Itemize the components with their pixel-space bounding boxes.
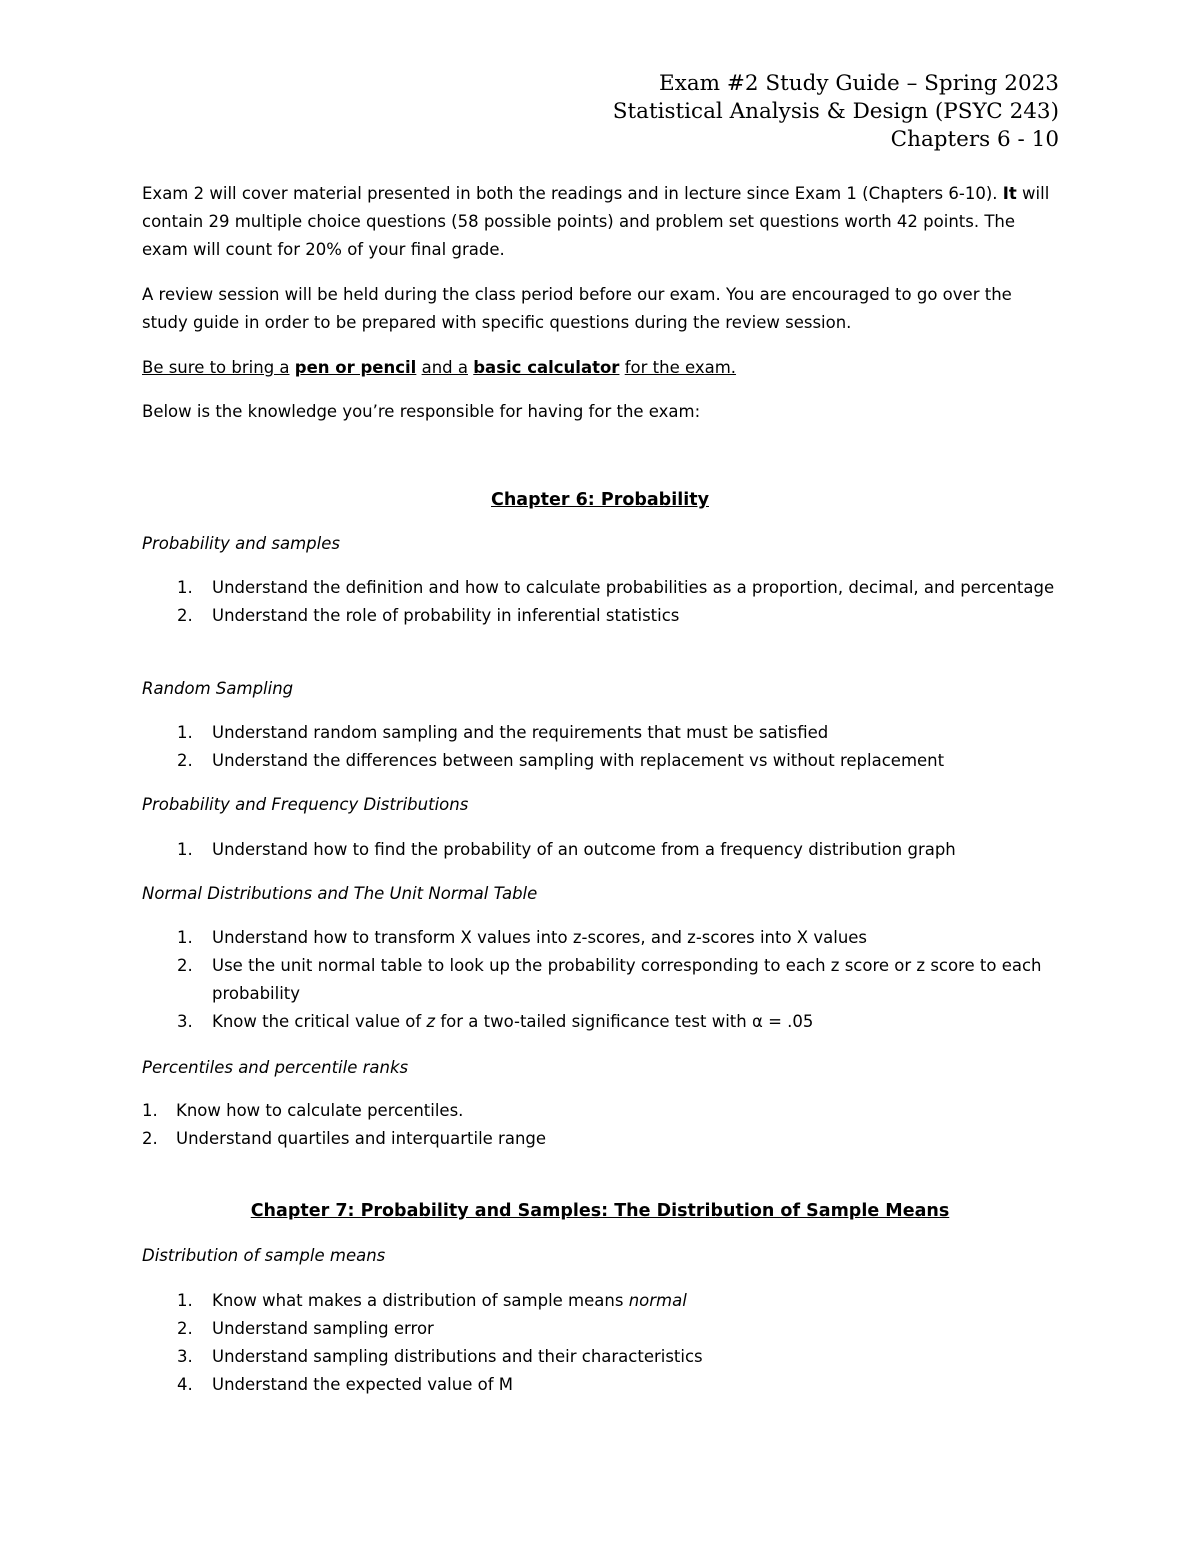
intro-paragraph-3 xyxy=(142,354,1062,382)
list-item-text: Understand the expected value of M xyxy=(212,1375,513,1394)
intro-paragraph-4: Below is the knowledge you’re responsible for having for the exam: xyxy=(142,402,701,421)
list-item xyxy=(142,836,1062,864)
intro-p1-text-b: It xyxy=(1002,184,1017,203)
list-item xyxy=(142,924,1062,952)
intro-paragraph-2: A review session will be held during the class period before our exam. You are encouraged to go over the study guide in order to be prepared with specific questions during the review session. xyxy=(142,285,1012,332)
intro-p1-text-c: will contain 29 multiple choice questions (58 possible points) and problem set questions worth 42 points. The exam will count for 20% of your final grade. xyxy=(142,184,1050,259)
list-item-text-b: for a two-tailed significance test with α = .05 xyxy=(440,1012,814,1031)
list-item-text: Understand random sampling and the requirements that must be satisfied xyxy=(212,723,829,742)
header-course: Statistical Analysis & Design (PSYC 243) xyxy=(612,99,1059,124)
section-title-percentiles: Percentiles and percentile ranks xyxy=(142,1058,409,1077)
list-number: 1. xyxy=(177,1291,193,1310)
list-item-text: Understand sampling error xyxy=(212,1319,434,1338)
list-percentiles xyxy=(142,1097,1062,1153)
list-number: 1. xyxy=(142,1101,158,1120)
section-title-random-sampling: Random Sampling xyxy=(142,679,294,698)
intro-p3-text-a: Be sure to bring a xyxy=(142,358,290,377)
list-item-text: Understand how to transform X values into z-scores, and z-scores into X values xyxy=(212,928,868,947)
list-item-text: Understand how to find the probability of an outcome from a frequency distribution graph xyxy=(212,840,956,859)
list-item-text: Know how to calculate percentiles. xyxy=(176,1101,464,1120)
list-item xyxy=(142,952,1062,1008)
section-title-probability-and-frequency-distributions: Probability and Frequency Distributions xyxy=(142,795,469,814)
intro-p3-pen-or-pencil: pen or pencil xyxy=(294,358,417,377)
list-number: 3. xyxy=(177,1012,193,1031)
list-item-text: Understand the definition and how to calculate probabilities as a proportion, decimal, and percentage xyxy=(212,578,1055,597)
intro-p1-text-a: Exam 2 will cover material presented in both the readings and in lecture since Exam 1 (Chapters 6-10). xyxy=(142,184,998,203)
section-title-distribution-of-sample-means: Distribution of sample means xyxy=(142,1246,386,1265)
list-item xyxy=(142,1125,1062,1153)
list-item-text: Understand quartiles and interquartile range xyxy=(176,1129,547,1148)
list-probability-and-frequency-distributions xyxy=(142,836,1062,864)
list-item-text: Understand sampling distributions and their characteristics xyxy=(212,1347,703,1366)
header-chapters: Chapters 6 - 10 xyxy=(890,127,1059,152)
intro-paragraph-1 xyxy=(142,180,1062,264)
list-number: 2. xyxy=(177,1319,193,1338)
list-item xyxy=(142,1287,1062,1315)
intro-p3-text-e: for the exam. xyxy=(624,358,737,377)
list-distribution-of-sample-means xyxy=(142,1287,1062,1399)
list-number: 2. xyxy=(177,751,193,770)
list-number: 2. xyxy=(142,1129,158,1148)
section-title-normal-distributions: Normal Distributions and The Unit Normal Table xyxy=(142,884,538,903)
list-number: 2. xyxy=(177,606,193,625)
list-item-text: Understand the differences between sampling with replacement vs without replacement xyxy=(212,751,945,770)
intro-p3-basic-calculator: basic calculator xyxy=(473,358,620,377)
list-item xyxy=(142,1371,1062,1399)
list-item-text-a: Know the critical value of xyxy=(212,1012,422,1031)
header-title: Exam #2 Study Guide – Spring 2023 xyxy=(659,71,1059,96)
chapter-6-heading: Chapter 6: Probability xyxy=(491,490,709,510)
document-header xyxy=(613,70,1059,154)
list-random-sampling xyxy=(142,719,1062,775)
list-number: 4. xyxy=(177,1375,193,1394)
list-number: 1. xyxy=(177,840,193,859)
list-item xyxy=(142,719,1062,747)
list-number: 2. xyxy=(177,956,193,975)
list-normal-distributions xyxy=(142,924,1062,1036)
chapter-7-heading: Chapter 7: Probability and Samples: The Distribution of Sample Means xyxy=(250,1201,950,1221)
list-number: 1. xyxy=(177,578,193,597)
section-title-probability-and-samples: Probability and samples xyxy=(142,534,340,553)
list-item xyxy=(142,1343,1062,1371)
list-item xyxy=(142,1097,1062,1125)
list-number: 1. xyxy=(177,723,193,742)
list-number: 1. xyxy=(177,928,193,947)
list-item xyxy=(142,1315,1062,1343)
list-probability-and-samples xyxy=(142,574,1062,630)
list-number: 3. xyxy=(177,1347,193,1366)
list-item-text: Understand the role of probability in inferential statistics xyxy=(212,606,680,625)
list-item-text-a: Know what makes a distribution of sample means xyxy=(212,1291,624,1310)
list-item-text: Use the unit normal table to look up the probability corresponding to each z score or z score to each probability xyxy=(212,956,1042,1003)
list-item-italic-word: normal xyxy=(628,1291,687,1310)
list-item xyxy=(142,747,1062,775)
list-item xyxy=(142,602,1062,630)
list-item xyxy=(142,1008,1062,1036)
list-item-z-symbol: z xyxy=(426,1012,436,1031)
list-item xyxy=(142,574,1062,602)
intro-p3-text-c: and a xyxy=(421,358,468,377)
